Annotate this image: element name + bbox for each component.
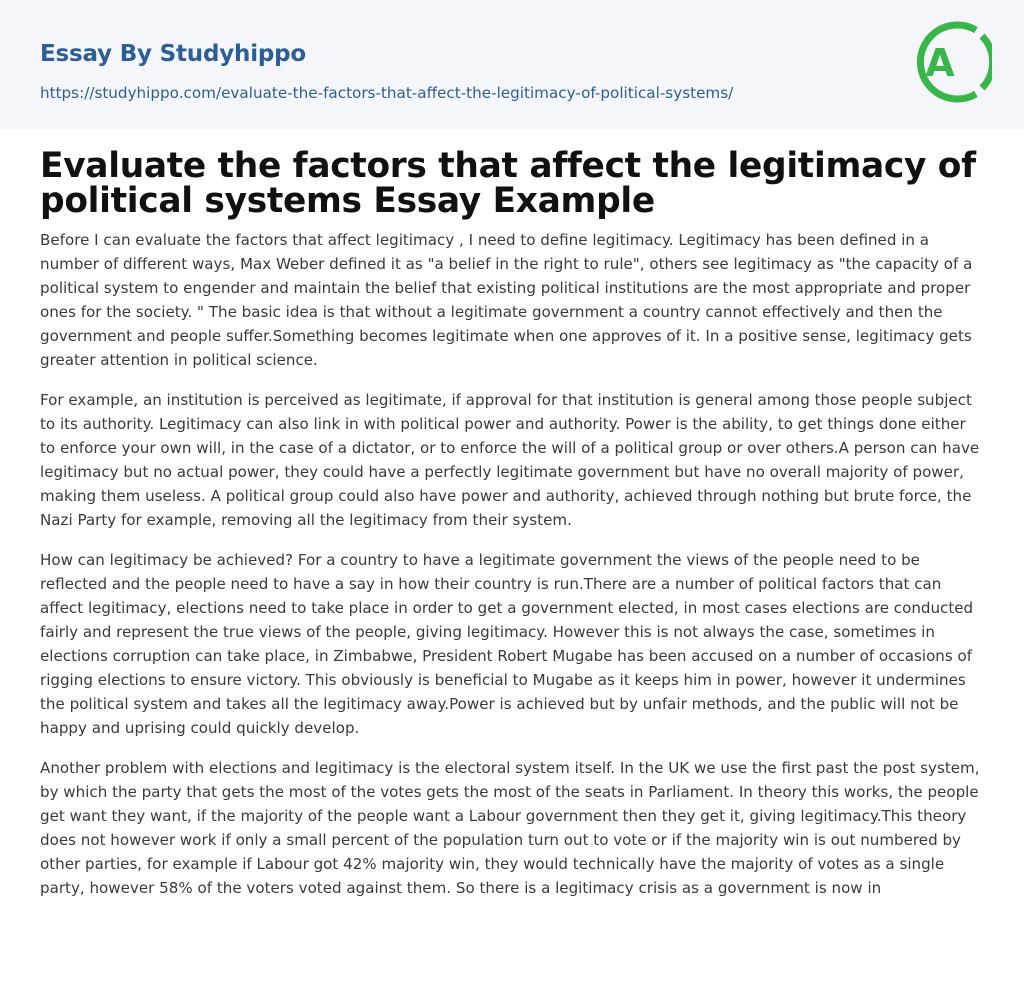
studyhippo-logo-icon[interactable] xyxy=(908,16,992,108)
article-url-link[interactable]: https://studyhippo.com/evaluate-the-factors-that-affect-the-legitimacy-of-political-systems/ xyxy=(40,84,734,102)
page-title: Evaluate the factors that affect the legitimacy of political systems Essay Example xyxy=(40,146,976,221)
paragraph: Another problem with elections and legitimacy is the electoral system itself. In the UK we use the first past the post system, by which the party that gets the most of the votes gets the most of the seats in Parliament. In theory this works, the people get want they want, if the majority of the people want a Labour government then they get it, giving legitimacy.This theory does not however work if only a small percent of the population turn out to vote or if the majority win is out numbered by other parties, for example if Labour got 42% majority win, they would technically have the majority of votes as a single party, however 58% of the voters voted against them. So there is a legitimacy crisis as a government is now in xyxy=(40,759,980,897)
paragraph: How can legitimacy be achieved? For a country to have a legitimate government the views of the people need to be reflected and the people need to have a say in how their country is run.There are a number of political factors that can affect legitimacy, elections need to take place in order to get a government elected, in most cases elections are conducted fairly and represent the true views of the people, giving legitimacy. However this is not always the case, sometimes in elections corruption can take place, in Zimbabwe, President Robert Mugabe has been accused on a number of occasions of rigging elections to ensure victory. This obviously is beneficial to Mugabe as it keeps him in power, however it undermines the political system and takes all the legitimacy away.Power is achieved but by unfair methods, and the public will not be happy and uprising could quickly develop. xyxy=(40,551,974,737)
site-brand[interactable]: Essay By Studyhippo xyxy=(40,41,307,67)
logo-letter: A xyxy=(925,41,955,85)
paragraph: Before I can evaluate the factors that affect legitimacy , I need to define legitimacy. Legitimacy has been defined in a number of different ways, Max Weber defined it as "a belief in the right to rule", others see legitimacy as "the capacity of a political system to engender and maintain the belief that existing political institutions are the most appropriate and proper ones for the society. " The basic idea is that without a legitimate government a country cannot effectively and then the government and people suffer.Something becomes legitimate when one approves of it. In a positive sense, legitimacy gets greater attention in political science. xyxy=(40,231,973,369)
site-header xyxy=(0,0,1024,129)
article-body xyxy=(40,228,984,916)
paragraph: For example, an institution is perceived as legitimate, if approval for that institution is general among those people subject to its authority. Legitimacy can also link in with political power and authority. Power is the ability, to get things done either to enforce your own will, in the case of a dictator, or to enforce the will of a political group or over others.A person can have legitimacy but no actual power, they could have a perfectly legitimate government but have no overall majority of power, making them useless. A political group could also have power and authority, achieved through nothing but brute force, the Nazi Party for example, removing all the legitimacy from their system. xyxy=(40,391,980,529)
